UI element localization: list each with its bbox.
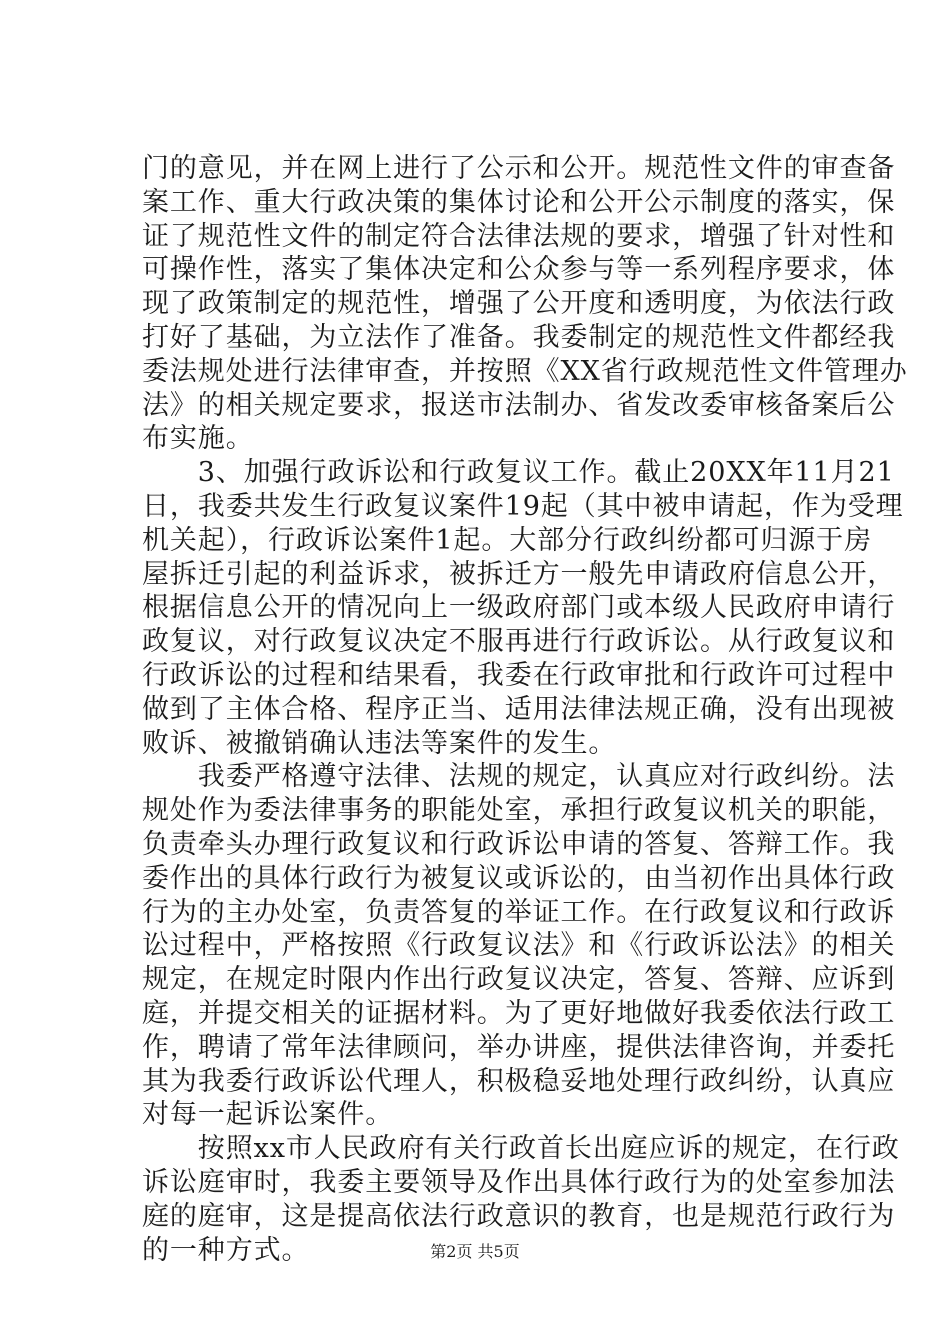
text-line: 作，聘请了常年法律顾问，举办讲座，提供法律咨询，并委托: [142, 1031, 896, 1063]
text-line: 现了政策制定的规范性，增强了公开度和透明度，为依法行政: [142, 288, 896, 320]
text-line: 证了规范性文件的制定符合法律法规的要求，增强了针对性和: [142, 220, 896, 252]
text-line: 日，我委共发生行政复议案件19起（其中被申请起，作为受理: [142, 490, 904, 522]
text-line: 行为的主办处室，负责答复的举证工作。在行政复议和行政诉: [142, 896, 896, 928]
text-line: 按照xx市人民政府有关行政首长出庭应诉的规定，在行政: [142, 1133, 900, 1165]
text-line: 机关起），行政诉讼案件1起。大部分行政纠纷都可归源于房: [142, 524, 872, 556]
text-line: 败诉、被撤销确认违法等案件的发生。: [142, 727, 617, 759]
text-line: 其为我委行政诉讼代理人，积极稳妥地处理行政纠纷，认真应: [142, 1065, 896, 1097]
text-line: 庭的庭审，这是提高依法行政意识的教育，也是规范行政行为: [142, 1200, 896, 1232]
text-line: 委法规处进行法律审查，并按照《XX省行政规范性文件管理办: [142, 355, 908, 387]
document-body: [142, 152, 908, 1267]
text-line: 我委严格遵守法律、法规的规定，认真应对行政纠纷。法: [142, 761, 896, 793]
text-line: 可操作性，落实了集体决定和公众参与等一系列程序要求，体: [142, 254, 896, 286]
text-line: 根据信息公开的情况向上一级政府部门或本级人民政府申请行: [142, 592, 896, 624]
text-line: 行政诉讼的过程和结果看，我委在行政审批和行政许可过程中: [142, 659, 896, 691]
text-line: 做到了主体合格、程序正当、适用法律法规正确，没有出现被: [142, 693, 896, 725]
text-line: 打好了基础，为立法作了准备。我委制定的规范性文件都经我: [142, 321, 896, 353]
text-line: 的一种方式。: [142, 1234, 310, 1266]
text-line: 案工作、重大行政决策的集体讨论和公开公示制度的落实，保: [142, 186, 896, 218]
page-footer: 第2页 共5页: [430, 1242, 520, 1261]
text-line: 委作出的具体行政行为被复议或诉讼的，由当初作出具体行政: [142, 862, 896, 894]
text-line: 3、加强行政诉讼和行政复议工作。截止20XX年11月21: [142, 457, 895, 489]
text-line: 负责牵头办理行政复议和行政诉讼申请的答复、答辩工作。我: [142, 828, 896, 860]
text-line: 庭，并提交相关的证据材料。为了更好地做好我委依法行政工: [142, 997, 896, 1029]
text-line: 屋拆迁引起的利益诉求，被拆迁方一般先申请政府信息公开，: [142, 558, 896, 590]
text-line: 法》的相关规定要求，报送市法制办、省发改委审核备案后公: [142, 389, 896, 421]
text-line: 规定，在规定时限内作出行政复议决定，答复、答辩、应诉到: [142, 964, 896, 996]
text-line: 布实施。: [142, 423, 254, 455]
text-line: 诉讼庭审时，我委主要领导及作出具体行政行为的处室参加法: [142, 1166, 896, 1198]
text-line: 对每一起诉讼案件。: [142, 1099, 394, 1131]
text-line: 政复议，对行政复议决定不服再进行行政诉讼。从行政复议和: [142, 626, 896, 658]
text-line: 讼过程中，严格按照《行政复议法》和《行政诉讼法》的相关: [142, 930, 896, 962]
text-line: 门的意见，并在网上进行了公示和公开。规范性文件的审查备: [142, 153, 896, 184]
text-line: 规处作为委法律事务的职能处室，承担行政复议机关的职能，: [142, 795, 896, 827]
